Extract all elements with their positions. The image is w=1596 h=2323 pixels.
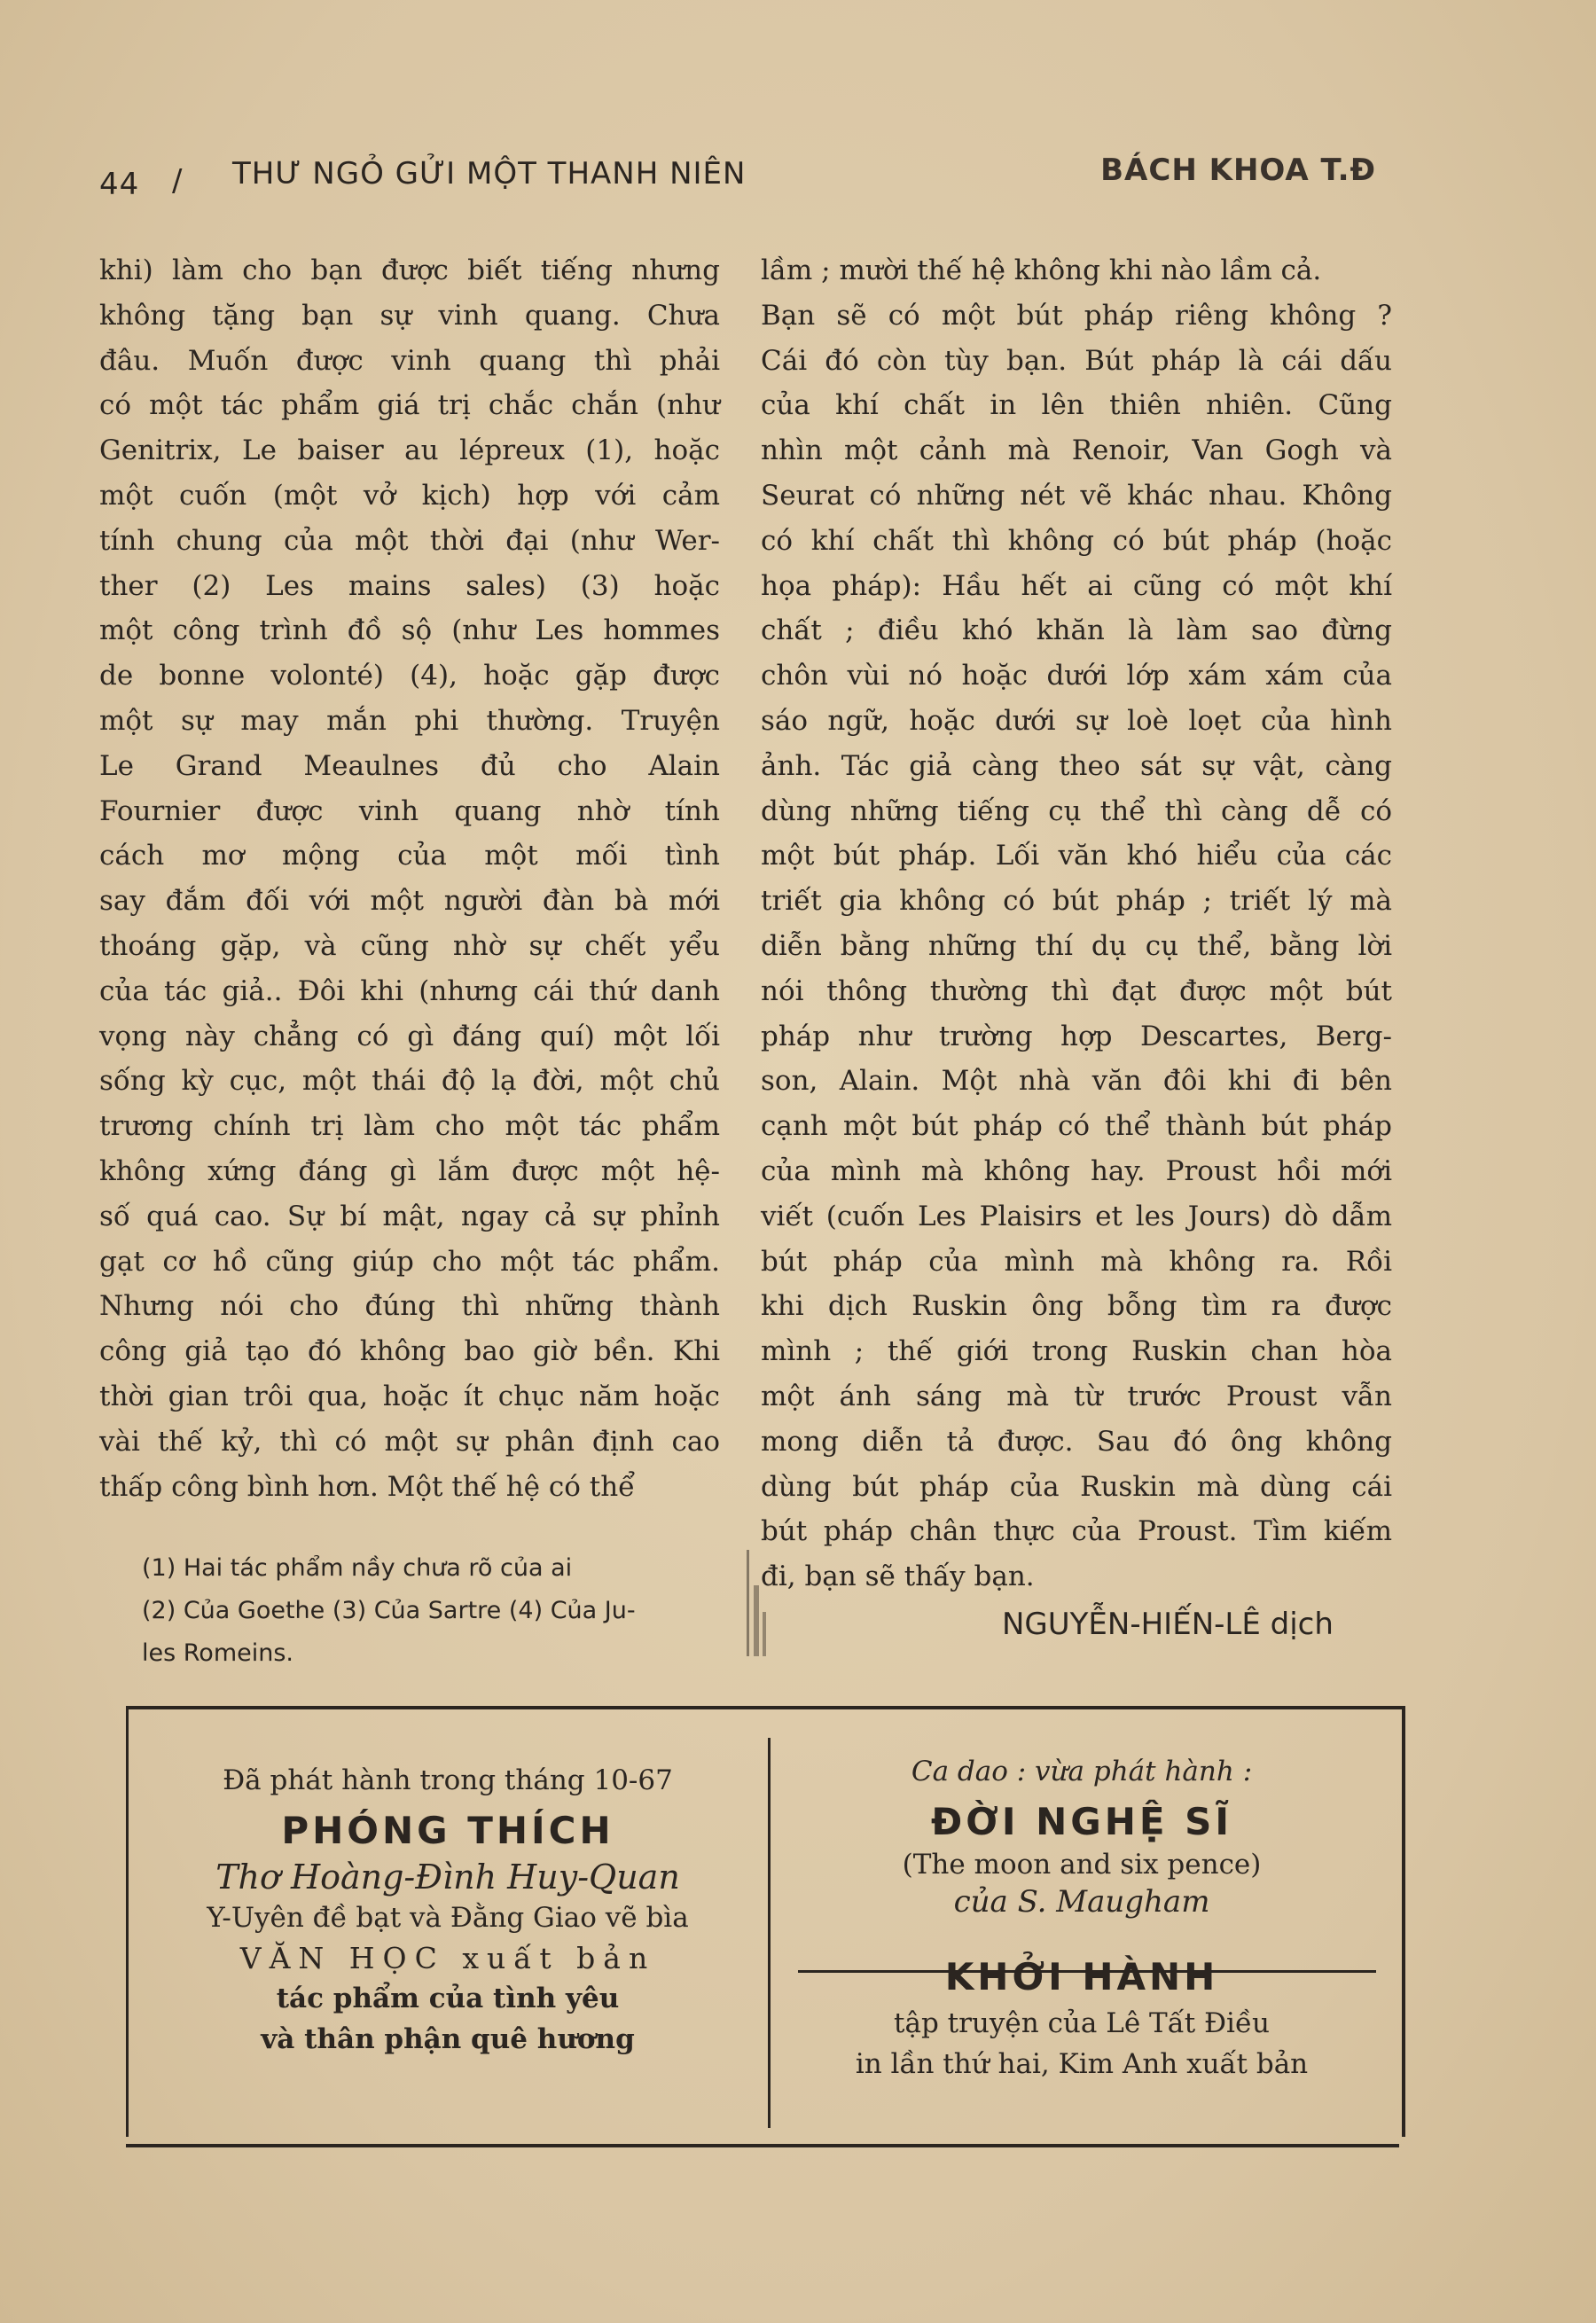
ad-book-publisher: VĂN HỌC xuất bản [239, 1941, 656, 1975]
text-line: dùng những tiếng cụ thể thì càng dễ có [761, 794, 1392, 827]
ad-bottom-rule [126, 2144, 1399, 2147]
page-header [99, 151, 1376, 204]
text-line: chôn vùi nó hoặc dưới lớp xám xám của [761, 660, 1392, 692]
ad-book-desc-2: và thân phận quê hương [261, 2023, 635, 2055]
footnote-line: les Romeins. [142, 1639, 294, 1667]
text-line: đâu. Muốn được vinh quang thì phải [99, 344, 720, 377]
magazine-name: BÁCH KHOA T.Đ [1100, 153, 1376, 188]
text-line: mình ; thế giới trong Ruskin chan hòa [761, 1335, 1392, 1368]
text-line: một công trình đồ sộ (như Les hommes [99, 614, 720, 647]
left-text-column [99, 248, 720, 1509]
text-line: sống kỳ cục, một thái độ lạ đời, một chủ [99, 1065, 720, 1098]
margin-smudge-mark [727, 1532, 775, 1665]
text-line: tính chung của một thời đại (như Wer- [99, 524, 720, 557]
ad-right-title-1: ĐỜI NGHỆ SĨ [930, 1800, 1233, 1843]
text-line: Seurat có những nét vẽ khác nhau. Không [761, 479, 1392, 512]
text-line: khi) làm cho bạn được biết tiếng nhưng [99, 254, 720, 286]
text-line: viết (cuốn Les Plaisirs et les Jours) dò dẫm [761, 1200, 1392, 1232]
footnote-line: (2) Của Goethe (3) Của Sartre (4) Của Ju- [142, 1597, 636, 1624]
text-line: diễn bằng những thí dụ cụ thể, bằng lời [761, 929, 1392, 962]
ad-divider [768, 1738, 771, 2128]
text-line: pháp như trường hợp Descartes, Berg- [761, 1020, 1392, 1052]
right-text-column [761, 248, 1392, 1600]
text-line: ảnh. Tác giả càng theo sát sự vật, càng [761, 749, 1392, 782]
text-line: một cuốn (một vở kịch) hợp với cảm [99, 479, 720, 512]
text-line: không xứng đáng gì lắm được một hệ- [99, 1154, 720, 1187]
ad-release-date: Đã phát hành trong tháng 10-67 [223, 1764, 673, 1796]
text-line: có một tác phẩm giá trị chắc chắn (như [99, 389, 720, 422]
ad-book-desc-1: tác phẩm của tình yêu [276, 1983, 620, 2014]
ad-right-title-2: KHỞI HÀNH [944, 1955, 1219, 1998]
text-line: Nhưng nói cho đúng thì những thành [99, 1290, 720, 1323]
text-line: thời gian trôi qua, hoặc ít chục năm hoặc [99, 1380, 720, 1412]
text-line: họa pháp): Hầu hết ai cũng có một khí [761, 569, 1392, 602]
text-line: chất ; điều khó khăn là làm sao đừng [761, 614, 1392, 647]
text-line: nhìn một cảnh mà Renoir, Van Gogh và [761, 434, 1392, 467]
ad-right-intro: Ca dao : vừa phát hành : [911, 1756, 1253, 1787]
translator-signature: NGUYỄN-HIẾN-LÊ dịch [1002, 1607, 1334, 1642]
ad-book-cover-credit: Y-Uyên đề bạt và Đằng Giao vẽ bìa [207, 1902, 689, 1934]
text-line: trương chính trị làm cho một tác phẩm [99, 1110, 720, 1143]
ad-right-edition: in lần thứ hai, Kim Anh xuất bản [855, 2048, 1309, 2080]
text-line: số quá cao. Sự bí mật, ngay cả sự phỉnh [99, 1200, 720, 1232]
text-line: de bonne volonté) (4), hoặc gặp được [99, 660, 720, 692]
text-line: có khí chất thì không có bút pháp (hoặc [761, 524, 1392, 557]
footnotes [142, 1547, 745, 1675]
text-line: Bạn sẽ có một bút pháp riêng không ? [761, 299, 1392, 332]
text-line: khi dịch Ruskin ông bỗng tìm ra được [761, 1290, 1392, 1323]
text-line: Le Grand Meaulnes đủ cho Alain [99, 749, 720, 782]
text-line: mong diễn tả được. Sau đó ông không [761, 1425, 1392, 1458]
text-line: Genitrix, Le baiser au lépreux (1), hoặc [99, 434, 720, 467]
text-line: một ánh sáng mà từ trước Proust vẫn [761, 1380, 1392, 1412]
text-line: sáo ngữ, hoặc dưới sự loè loẹt của hình [761, 704, 1392, 737]
text-line: không tặng bạn sự vinh quang. Chưa [99, 299, 720, 332]
text-line: của mình mà không hay. Proust hồi mới [761, 1154, 1392, 1187]
text-line: cạnh một bút pháp có thể thành bút pháp [761, 1110, 1392, 1143]
ad-left-panel [151, 1764, 745, 2055]
ad-book-title: PHÓNG THÍCH [281, 1809, 614, 1852]
article-title: THƯ NGỎ GỬI MỘT THANH NIÊN [232, 156, 747, 192]
text-line: Cái đó còn tùy bạn. Bút pháp là cái dấu [761, 344, 1392, 377]
text-line: thấp công bình hơn. Một thế hệ có thể [99, 1470, 636, 1503]
text-line: bút pháp của mình mà không ra. Rồi [761, 1245, 1392, 1278]
text-line: cách mơ mộng của một mối tình [99, 840, 720, 872]
text-line: gạt cơ hồ cũng giúp cho một tác phẩm. [99, 1245, 720, 1278]
footnote-line: (1) Hai tác phẩm nầy chưa rõ của ai [142, 1554, 573, 1582]
text-line: son, Alain. Một nhà văn đôi khi đi bên [761, 1065, 1392, 1098]
text-line: dùng bút pháp của Ruskin mà dùng cái [761, 1470, 1392, 1503]
header-separator: / [172, 163, 184, 199]
page-number: 44 [99, 167, 140, 202]
ad-right-subtitle: (The moon and six pence) [902, 1849, 1262, 1881]
text-line: lầm ; mười thế hệ không khi nào lầm cả. [761, 254, 1322, 286]
text-line: bút pháp chân thực của Proust. Tìm kiếm [761, 1515, 1392, 1548]
text-line: của tác giả.. Đôi khi (nhưng cái thứ danh [99, 974, 720, 1007]
ad-right-panel [780, 1756, 1383, 2080]
text-line: vài thế kỷ, thì có một sự phân định cao [99, 1425, 720, 1458]
ad-book-author: Thơ Hoàng-Đình Huy-Quan [215, 1858, 680, 1897]
text-line: nói thông thường thì đạt được một bút [761, 974, 1392, 1007]
text-line: đi, bạn sẽ thấy bạn. [761, 1560, 1035, 1593]
text-line: vọng này chẳng có gì đáng quí) một lối [99, 1020, 720, 1052]
text-line: thoáng gặp, và cũng nhờ sự chết yểu [99, 929, 720, 962]
text-line: triết gia không có bút pháp ; triết lý mà [761, 885, 1392, 918]
ad-right-desc: tập truyện của Lê Tất Điều [894, 2007, 1270, 2039]
text-line: của khí chất in lên thiên nhiên. Cũng [761, 389, 1392, 422]
text-line: ther (2) Les mains sales) (3) hoặc [99, 569, 720, 602]
text-line: say đắm đối với một người đàn bà mới [99, 885, 720, 918]
text-line: một sự may mắn phi thường. Truyện [99, 704, 720, 737]
text-line: Fournier được vinh quang nhờ tính [99, 794, 720, 827]
ad-right-author: của S. Maugham [953, 1884, 1210, 1920]
text-line: một bút pháp. Lối văn khó hiểu của các [761, 840, 1392, 872]
text-line: công giả tạo đó không bao giờ bền. Khi [99, 1335, 720, 1368]
